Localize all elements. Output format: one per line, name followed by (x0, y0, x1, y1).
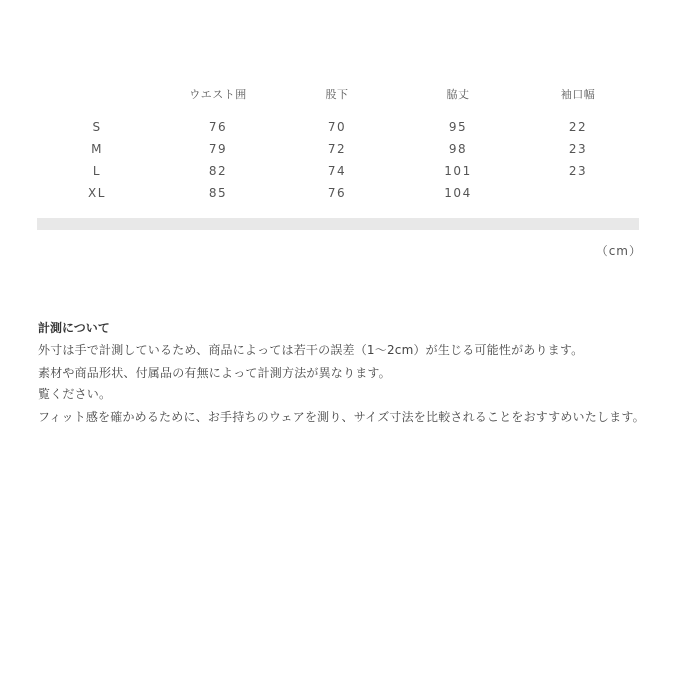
table-row (37, 186, 639, 208)
table-cell: 82 (208, 164, 228, 178)
notes-line: 外寸は手で計測しているため、商品によっては若干の誤差（1〜2cm）が生じる可能性があります。 (38, 343, 584, 357)
table-row (37, 142, 639, 164)
table-cell: 76 (208, 120, 228, 134)
header-hem-width: 袖口幅 (560, 88, 596, 101)
table-cell: 76 (327, 186, 347, 200)
table-cell: 79 (208, 142, 228, 156)
header-side-length: 脇丈 (446, 88, 470, 101)
table-cell: 70 (327, 120, 347, 134)
table-cell: 22 (568, 120, 588, 134)
table-cell: 85 (208, 186, 228, 200)
table-cell: 23 (568, 164, 588, 178)
table-divider-bar (37, 218, 639, 230)
measurement-notes (38, 319, 648, 431)
notes-line: 素材や商品形状、付属品の有無によって計測方法が異なります。 (38, 366, 391, 380)
table-cell: 98 (448, 142, 468, 156)
size-label: M (91, 142, 103, 156)
size-label: XL (88, 186, 106, 200)
table-cell: 95 (448, 120, 468, 134)
notes-line: 覧ください。 (38, 387, 112, 401)
table-cell: 72 (327, 142, 347, 156)
table-cell: 104 (444, 186, 472, 200)
size-label: S (92, 120, 102, 134)
unit-label: （cm） (595, 244, 642, 258)
notes-line: フィット感を確かめるために、お手持ちのウェアを測り、サイズ寸法を比較されることをおすすめいたします。 (38, 410, 645, 424)
header-waist: ウエスト囲 (189, 88, 247, 101)
table-row (37, 120, 639, 142)
table-cell: 23 (568, 142, 588, 156)
size-label: L (92, 164, 102, 178)
notes-heading: 計測について (38, 321, 110, 335)
table-cell: 74 (327, 164, 347, 178)
table-header-row (37, 86, 639, 108)
size-table (37, 86, 639, 208)
header-inseam: 股下 (325, 88, 349, 101)
table-cell: 101 (444, 164, 472, 178)
table-row (37, 164, 639, 186)
